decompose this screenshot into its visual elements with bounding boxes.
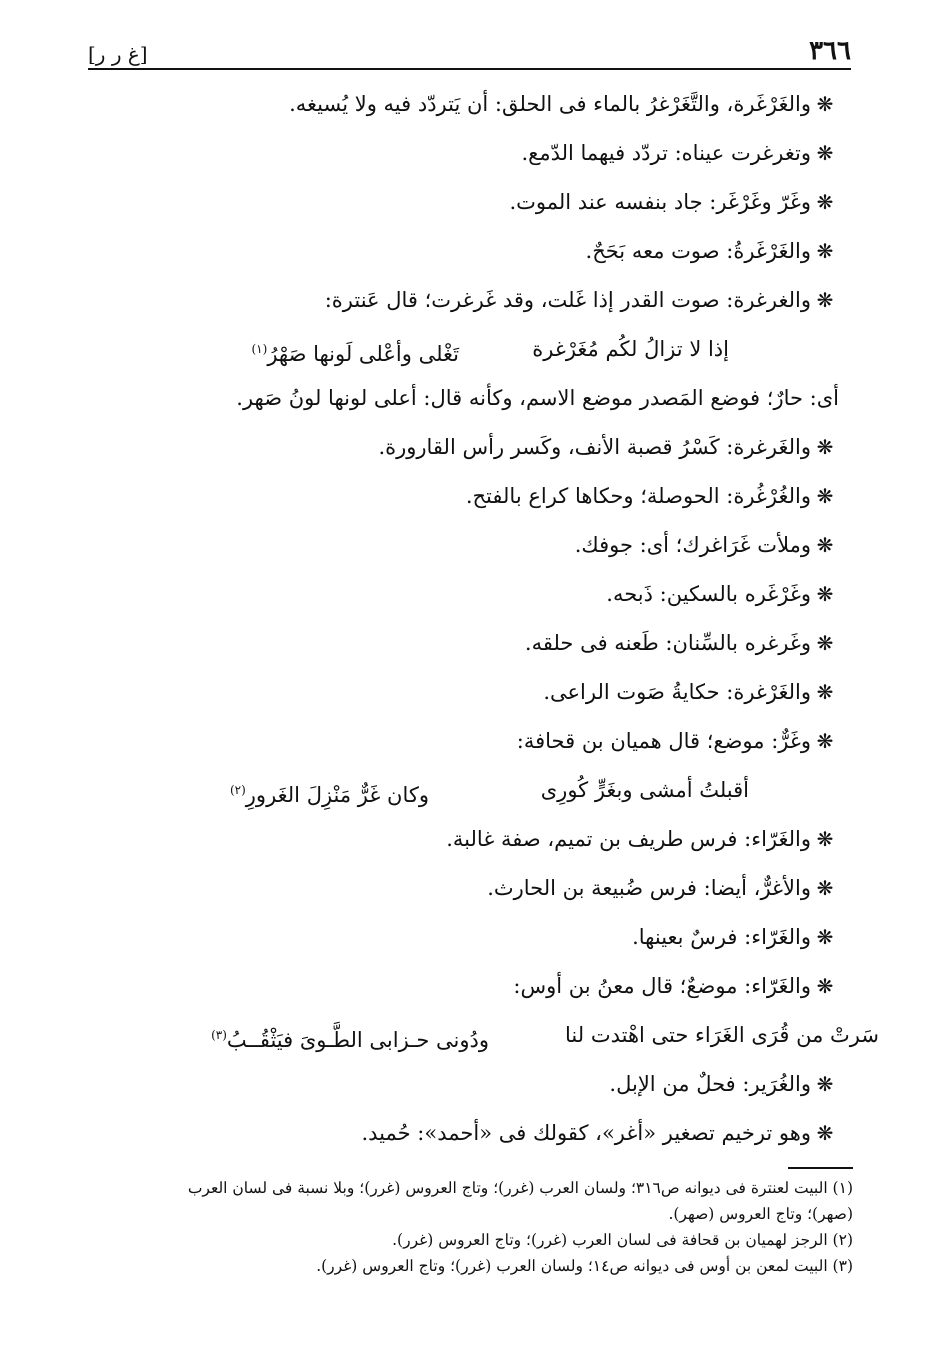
asterisk-icon: ❋	[816, 435, 834, 459]
page-header	[88, 30, 851, 66]
footnote-continuation: (صهر)؛ وتاج العروس (صهر).	[668, 1205, 853, 1223]
entry-line	[80, 227, 839, 276]
entry-line	[80, 80, 839, 129]
entry-line	[80, 570, 839, 619]
asterisk-icon: ❋	[816, 190, 834, 214]
root-tag: [غ ر ر]	[88, 42, 148, 66]
asterisk-icon: ❋	[816, 288, 834, 312]
asterisk-icon: ❋	[816, 92, 834, 116]
verse-first-hemistich: سَرتْ من قُرَى الغَرَاء حتى اهْتدت لنا	[565, 1023, 879, 1047]
verse-second-hemistich	[251, 325, 459, 374]
asterisk-icon: ❋	[816, 729, 834, 753]
footnotes	[88, 1175, 853, 1279]
entry-line	[80, 374, 839, 423]
entry-line	[80, 276, 839, 325]
footnote-rule	[788, 1167, 853, 1169]
entry-text: وتغرغرت عيناه: تردّد فيهما الدّمع.	[521, 141, 811, 165]
footnote-ref: (١)	[251, 342, 268, 356]
entry-text: والغَرغرة: كَسْرُ قصبة الأنف، وكَسر رأس القارورة.	[378, 435, 811, 459]
entry-text: وغَرْغَره بالسكين: ذَبحه.	[606, 582, 811, 606]
footnote-text: (١) البيت لعنترة فى ديوانه ص٣١٦؛ ولسان العرب (غرر)؛ وتاج العروس (غرر)؛ وبلا نسبة فى لسان العرب	[187, 1179, 853, 1197]
entry-line	[80, 668, 839, 717]
entry-line	[80, 129, 839, 178]
entry-line	[80, 521, 839, 570]
entry-text: وغَرٌّ: موضع؛ قال هميان بن قحافة:	[516, 729, 811, 753]
entry-body	[80, 80, 879, 1158]
entry-text: والغَرّاء: موضعٌ؛ قال معنُ بن أوس:	[513, 974, 811, 998]
entry-text: والغَرّاء: فرسٌ بعينها.	[632, 925, 811, 949]
entry-line	[80, 472, 839, 521]
entry-text: والأغرٌّ، أيضا: فرس ضُبيعة بن الحارث.	[487, 876, 811, 900]
footnote-text: (٢) الرجز لهميان بن قحافة فى لسان العرب (غرر)؛ وتاج العروس (غرر).	[392, 1231, 853, 1249]
footnote	[88, 1175, 853, 1201]
entry-line	[80, 423, 839, 472]
asterisk-icon: ❋	[816, 925, 834, 949]
verse-second-text: تَغْلى وأعْلى لَونها صَهْرُ	[267, 342, 459, 366]
asterisk-icon: ❋	[816, 1072, 834, 1096]
footnote-ref: (٣)	[211, 1028, 227, 1042]
verse-second-hemistich	[230, 766, 429, 815]
verse-first-hemistich: إذا لا تزالُ لكُم مُغَرْغرة	[532, 337, 729, 361]
entry-line	[80, 864, 839, 913]
footnote	[88, 1227, 853, 1253]
asterisk-icon: ❋	[816, 484, 834, 508]
asterisk-icon: ❋	[816, 827, 834, 851]
entry-line	[80, 619, 839, 668]
entry-text: والغَرّاء: فرس طريف بن تميم، صفة غالبة.	[446, 827, 811, 851]
entry-text: أى: حارٌ؛ فوضع المَصدر موضع الاسم، وكأنه قال: أعلى لونها لونُ صَهر.	[236, 386, 839, 410]
asterisk-icon: ❋	[816, 974, 834, 998]
footnote-text: (٣) البيت لمعن بن أوس فى ديوانه ص١٤؛ ولسان العرب (غرر)؛ وتاج العروس (غرر).	[316, 1257, 853, 1275]
entry-line	[80, 1109, 839, 1158]
entry-line	[80, 913, 839, 962]
entry-text: والغَرْغَرة، والتَّغَرْغرُ بالماء فى الحلق: أن يَتردّد فيه ولا يُسيغه.	[289, 92, 811, 116]
entry-line	[80, 815, 839, 864]
asterisk-icon: ❋	[816, 1121, 834, 1145]
verse-second-text: وكان غَرٌّ مَنْزِلَ الغَرورِ	[245, 783, 429, 807]
page-number: ٣٦٦	[809, 36, 851, 66]
entry-line	[80, 962, 839, 1011]
verse-line	[80, 766, 839, 815]
verse-first-hemistich: أقبلتُ أمشى وبغَرٍّ كُورِى	[540, 778, 749, 802]
entry-line	[80, 717, 839, 766]
entry-text: وملأت غَرَاغرك؛ أى: جوفك.	[574, 533, 811, 557]
asterisk-icon: ❋	[816, 141, 834, 165]
footnote	[88, 1253, 853, 1279]
asterisk-icon: ❋	[816, 631, 834, 655]
entry-text: والغَرْغرة: حكايةُ صَوت الراعى.	[543, 680, 811, 704]
verse-second-text: ودُونى حـزابى الطَّـوىَ فيَثْقُــبُ	[226, 1028, 489, 1052]
asterisk-icon: ❋	[816, 239, 834, 263]
entry-text: والغَرْغَرةُ: صوت معه بَحَحٌ.	[585, 239, 811, 263]
verse-second-hemistich	[211, 1011, 489, 1060]
entry-line	[80, 178, 839, 227]
verse-line	[80, 1011, 879, 1060]
entry-text: والغُرَير: فحلٌ من الإبل.	[609, 1072, 811, 1096]
entry-text: وهو ترخيم تصغير «أغر»، كقولك فى «أحمد»: حُميد.	[361, 1121, 811, 1145]
entry-text: والغرغرة: صوت القدر إذا غَلت، وقد غَرغرت؛ قال عَنترة:	[324, 288, 811, 312]
asterisk-icon: ❋	[816, 876, 834, 900]
entry-line	[80, 1060, 839, 1109]
asterisk-icon: ❋	[816, 533, 834, 557]
entry-text: والغُرْغُرة: الحوصلة؛ وحكاها كراع بالفتح.	[465, 484, 811, 508]
header-rule	[88, 68, 851, 70]
footnote-ref: (٢)	[229, 783, 246, 797]
asterisk-icon: ❋	[816, 680, 834, 704]
asterisk-icon: ❋	[816, 582, 834, 606]
entry-text: وغَرّ وغَرْغَر: جاد بنفسه عند الموت.	[509, 190, 811, 214]
entry-text: وغَرغره بالسِّنان: طَعنه فى حلقه.	[524, 631, 811, 655]
verse-line	[80, 325, 839, 374]
